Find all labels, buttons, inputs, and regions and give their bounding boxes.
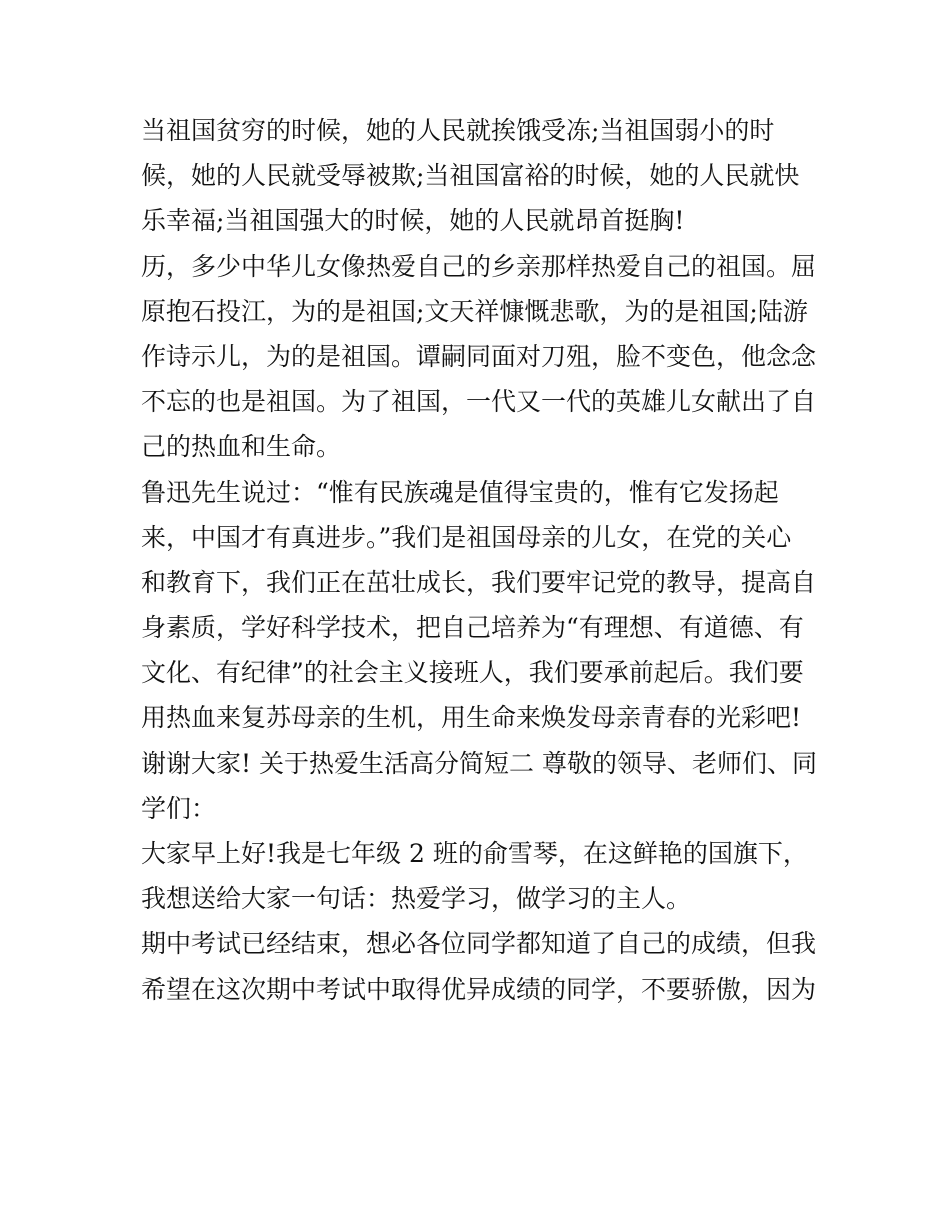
text-line: 学们： [141, 793, 217, 823]
text-line: 不忘的也是祖国。为了祖国，一代又一代的英雄儿女献出了自 [141, 387, 817, 417]
text-line: 历，多少中华儿女像热爱自己的乡亲那样热爱自己的祖国。屈 [141, 251, 817, 281]
text-line: 文化、有纪律”的社会主义接班人，我们要承前起后。我们要 [141, 658, 804, 688]
text-line: 乐幸福;当祖国强大的时候，她的人民就昂首挺胸! [141, 206, 685, 236]
text-line: 谢谢大家! 关于热爱生活高分简短二 尊敬的领导、老师们、同 [141, 748, 817, 778]
document-body [141, 108, 821, 1012]
text-line: 期中考试已经结束，想必各位同学都知道了自己的成绩，但我 [141, 929, 817, 959]
text-line: 当祖国贫穷的时候，她的人民就挨饿受冻;当祖国弱小的时 [141, 116, 775, 145]
text-line: 候，她的人民就受辱被欺;当祖国富裕的时候，她的人民就快 [141, 161, 800, 191]
text-line: 身素质，学好科学技术，把自己培养为“有理想、有道德、有 [141, 613, 804, 643]
text-line: 大家早上好!我是七年级 2 班的俞雪琴，在这鲜艳的国旗下， [141, 839, 808, 868]
text-line: 鲁迅先生说过：“惟有民族魂是值得宝贵的，惟有它发扬起 [141, 477, 779, 507]
text-line: 和教育下，我们正在茁壮成长，我们要牢记党的教导，提高自 [141, 567, 817, 597]
text-line: 用热血来复苏母亲的生机，用生命来焕发母亲青春的光彩吧! [141, 703, 802, 733]
text-line: 原抱石投江，为的是祖国;文天祥慷慨悲歌，为的是祖国;陆游 [141, 296, 808, 326]
text-line: 己的热血和生命。 [141, 432, 342, 462]
text-line: 来，中国才有真进步。”我们是祖国母亲的儿女，在党的关心 [141, 522, 792, 552]
text-line: 我想送给大家一句话：热爱学习，做学习的主人。 [141, 884, 692, 914]
text-line: 希望在这次期中考试中取得优异成绩的同学，不要骄傲，因为 [141, 974, 817, 1004]
text-line: 作诗示儿，为的是祖国。谭嗣同面对刀殂，脸不变色，他念念 [141, 341, 817, 371]
